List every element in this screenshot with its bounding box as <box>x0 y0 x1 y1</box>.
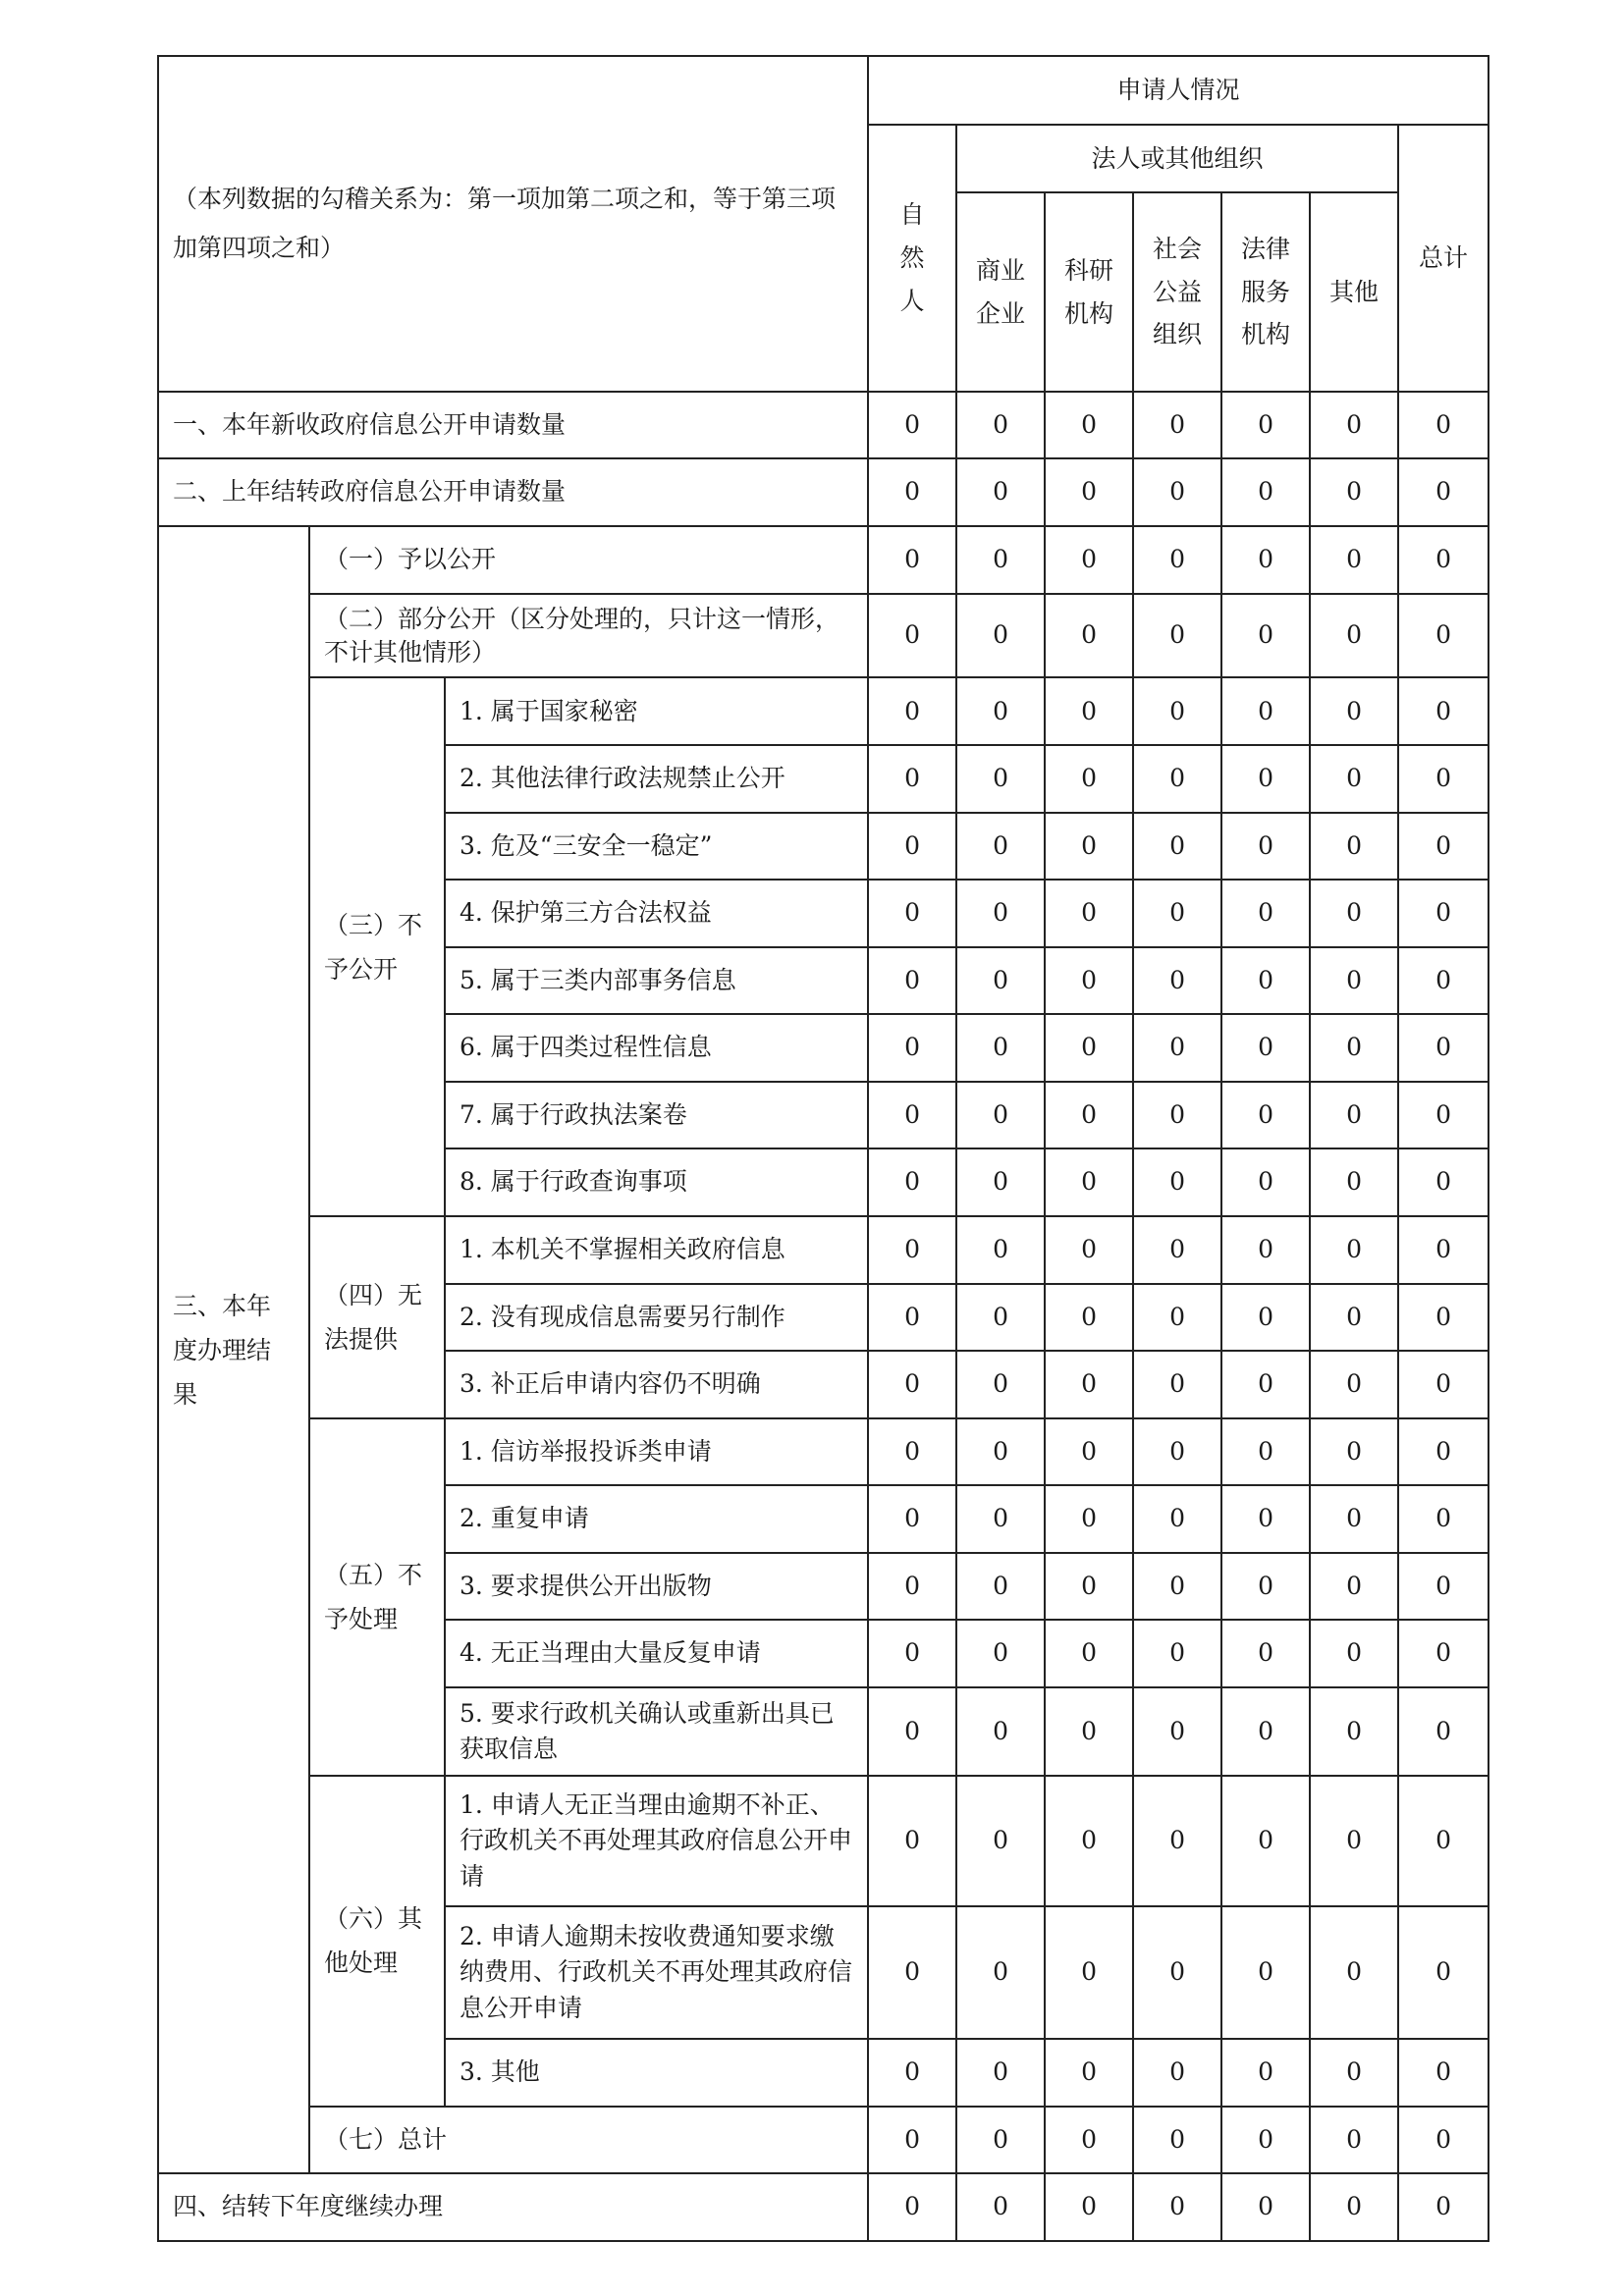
value-cell: 0 <box>1133 1284 1221 1352</box>
item-label <box>445 1082 868 1149</box>
row-label <box>309 2107 868 2174</box>
value-cell: 0 <box>1133 2173 1221 2241</box>
item-label <box>445 1485 868 1553</box>
table-row <box>158 594 1489 678</box>
value-cell: 0 <box>1398 526 1489 594</box>
value-cell: 0 <box>956 813 1045 881</box>
value-cell: 0 <box>868 1620 956 1687</box>
table-row <box>158 1418 1489 1486</box>
item-label <box>445 1284 868 1352</box>
value-cell: 0 <box>1133 1082 1221 1149</box>
value-cell: 0 <box>1221 458 1310 526</box>
value-cell: 0 <box>1398 1620 1489 1687</box>
group-label <box>309 1418 445 1776</box>
header-note-text: （本列数据的勾稽关系为：第一项加第二项之和，等于第三项加第四项之和） <box>173 184 837 262</box>
value-cell: 0 <box>868 880 956 947</box>
value-cell: 0 <box>1221 1776 1310 1906</box>
header-col-public-welfare <box>1133 192 1221 392</box>
value-cell: 0 <box>1221 1620 1310 1687</box>
value-cell: 0 <box>1133 947 1221 1015</box>
header-natural-person-text: 自然人 <box>899 200 925 315</box>
item-label <box>445 1148 868 1216</box>
item-label-text: 3. 危及“三安全一稳定” <box>460 830 713 860</box>
value-cell: 0 <box>1133 1014 1221 1082</box>
value-cell: 0 <box>1310 1687 1398 1776</box>
value-cell: 0 <box>956 1687 1045 1776</box>
value-cell: 0 <box>1045 1014 1133 1082</box>
value-cell: 0 <box>1398 813 1489 881</box>
table-row <box>158 526 1489 594</box>
item-label-text: 3. 其他 <box>460 2057 540 2087</box>
item-label-text: 2. 没有现成信息需要另行制作 <box>460 1302 785 1331</box>
value-cell: 0 <box>1310 1485 1398 1553</box>
value-cell: 0 <box>1133 594 1221 678</box>
value-cell: 0 <box>956 392 1045 459</box>
table-row <box>158 1776 1489 1906</box>
value-cell: 0 <box>1221 1284 1310 1352</box>
item-label-text: 8. 属于行政查询事项 <box>460 1167 687 1197</box>
item-label-text: 5. 属于三类内部事务信息 <box>460 965 736 994</box>
value-cell: 0 <box>1221 2039 1310 2107</box>
value-cell: 0 <box>868 2039 956 2107</box>
value-cell: 0 <box>1310 1553 1398 1621</box>
row-label <box>158 392 868 459</box>
table-row <box>158 2173 1489 2241</box>
header-col-other <box>1310 192 1398 392</box>
value-cell: 0 <box>1045 1620 1133 1687</box>
item-label-text: 1. 本机关不掌握相关政府信息 <box>460 1235 785 1264</box>
group-label <box>309 1216 445 1418</box>
value-cell: 0 <box>1398 880 1489 947</box>
value-cell: 0 <box>956 594 1045 678</box>
header-col-research-text: 科研机构 <box>1064 255 1114 328</box>
value-cell: 0 <box>1133 1351 1221 1418</box>
value-cell: 0 <box>1398 458 1489 526</box>
value-cell: 0 <box>956 526 1045 594</box>
value-cell: 0 <box>1045 1351 1133 1418</box>
value-cell: 0 <box>956 1485 1045 1553</box>
row-label-text: 四、结转下年度继续办理 <box>173 2192 444 2221</box>
item-label-text: 5. 要求行政机关确认或重新出具已获取信息 <box>460 1698 835 1763</box>
value-cell: 0 <box>1398 1148 1489 1216</box>
value-cell: 0 <box>1133 677 1221 745</box>
table-row <box>158 2107 1489 2174</box>
value-cell: 0 <box>1221 392 1310 459</box>
value-cell: 0 <box>1310 880 1398 947</box>
value-cell: 0 <box>956 2173 1045 2241</box>
group-label <box>309 677 445 1216</box>
value-cell: 0 <box>1398 947 1489 1015</box>
table-row <box>158 677 1489 745</box>
header-natural-person <box>868 125 956 392</box>
section3-label <box>158 526 309 2173</box>
value-cell: 0 <box>1045 1553 1133 1621</box>
item-label-text: 1. 属于国家秘密 <box>460 696 638 725</box>
item-label <box>445 1418 868 1486</box>
value-cell: 0 <box>868 1687 956 1776</box>
value-cell: 0 <box>956 1284 1045 1352</box>
value-cell: 0 <box>868 1906 956 2039</box>
value-cell: 0 <box>1045 1776 1133 1906</box>
row-label <box>309 594 868 678</box>
value-cell: 0 <box>956 1351 1045 1418</box>
table-row <box>158 1216 1489 1284</box>
value-cell: 0 <box>868 1418 956 1486</box>
value-cell: 0 <box>868 458 956 526</box>
item-label-text: 6. 属于四类过程性信息 <box>460 1033 712 1062</box>
value-cell: 0 <box>1398 1776 1489 1906</box>
value-cell: 0 <box>868 745 956 813</box>
value-cell: 0 <box>956 1216 1045 1284</box>
value-cell: 0 <box>1310 2107 1398 2174</box>
header-col-business <box>956 192 1045 392</box>
item-label <box>445 1620 868 1687</box>
row-label-text: （二）部分公开（区分处理的，只计这一情形，不计其他情形） <box>324 604 840 667</box>
value-cell: 0 <box>1221 1418 1310 1486</box>
header-col-public-welfare-text: 社会公益组织 <box>1153 234 1203 349</box>
value-cell: 0 <box>1310 1906 1398 2039</box>
value-cell: 0 <box>1221 1148 1310 1216</box>
value-cell: 0 <box>1310 1418 1398 1486</box>
value-cell: 0 <box>868 1776 956 1906</box>
value-cell: 0 <box>1045 2107 1133 2174</box>
item-label <box>445 1906 868 2039</box>
value-cell: 0 <box>868 392 956 459</box>
value-cell: 0 <box>1398 1485 1489 1553</box>
value-cell: 0 <box>1398 677 1489 745</box>
value-cell: 0 <box>1133 1148 1221 1216</box>
value-cell: 0 <box>1310 1082 1398 1149</box>
item-label <box>445 1687 868 1776</box>
value-cell: 0 <box>1045 2039 1133 2107</box>
value-cell: 0 <box>956 1776 1045 1906</box>
value-cell: 0 <box>1221 1906 1310 2039</box>
value-cell: 0 <box>868 1014 956 1082</box>
item-label <box>445 1351 868 1418</box>
value-cell: 0 <box>1221 526 1310 594</box>
item-label <box>445 2039 868 2107</box>
row-label-text: 一、本年新收政府信息公开申请数量 <box>173 409 567 439</box>
value-cell: 0 <box>1045 1485 1133 1553</box>
value-cell: 0 <box>1133 1776 1221 1906</box>
item-label-text: 1. 信访举报投诉类申请 <box>460 1436 712 1466</box>
group-label-text: （三）不予公开 <box>324 910 423 984</box>
value-cell: 0 <box>956 745 1045 813</box>
item-label <box>445 1216 868 1284</box>
value-cell: 0 <box>1398 1284 1489 1352</box>
value-cell: 0 <box>1398 1014 1489 1082</box>
value-cell: 0 <box>1045 813 1133 881</box>
item-label <box>445 1014 868 1082</box>
value-cell: 0 <box>1310 1216 1398 1284</box>
value-cell: 0 <box>1133 1906 1221 2039</box>
value-cell: 0 <box>1133 745 1221 813</box>
item-label <box>445 1776 868 1906</box>
value-cell: 0 <box>1133 458 1221 526</box>
value-cell: 0 <box>956 947 1045 1015</box>
row-label-text: （七）总计 <box>324 2124 448 2154</box>
value-cell: 0 <box>1310 1351 1398 1418</box>
header-note <box>158 56 868 392</box>
table-row <box>158 392 1489 459</box>
value-cell: 0 <box>1045 1687 1133 1776</box>
value-cell: 0 <box>1133 1687 1221 1776</box>
value-cell: 0 <box>1310 458 1398 526</box>
value-cell: 0 <box>956 1148 1045 1216</box>
value-cell: 0 <box>1310 1148 1398 1216</box>
value-cell: 0 <box>956 677 1045 745</box>
value-cell: 0 <box>1221 594 1310 678</box>
value-cell: 0 <box>1221 1485 1310 1553</box>
value-cell: 0 <box>1221 745 1310 813</box>
value-cell: 0 <box>1045 392 1133 459</box>
value-cell: 0 <box>868 813 956 881</box>
item-label-text: 7. 属于行政执法案卷 <box>460 1099 687 1129</box>
value-cell: 0 <box>1221 1014 1310 1082</box>
value-cell: 0 <box>1133 2107 1221 2174</box>
value-cell: 0 <box>956 2107 1045 2174</box>
value-cell: 0 <box>1398 2173 1489 2241</box>
header-col-research <box>1045 192 1133 392</box>
value-cell: 0 <box>1221 1687 1310 1776</box>
value-cell: 0 <box>1221 1216 1310 1284</box>
item-label-text: 2. 其他法律行政法规禁止公开 <box>460 764 785 793</box>
header-col-legal-service <box>1221 192 1310 392</box>
value-cell: 0 <box>1045 1216 1133 1284</box>
value-cell: 0 <box>1398 1906 1489 2039</box>
value-cell: 0 <box>868 677 956 745</box>
value-cell: 0 <box>1398 1351 1489 1418</box>
value-cell: 0 <box>1398 594 1489 678</box>
value-cell: 0 <box>868 1485 956 1553</box>
item-label <box>445 880 868 947</box>
group-label <box>309 1776 445 2107</box>
header-total: 总计 <box>1398 125 1489 392</box>
value-cell: 0 <box>956 1620 1045 1687</box>
value-cell: 0 <box>1398 2107 1489 2174</box>
item-label-text: 4. 无正当理由大量反复申请 <box>460 1638 761 1668</box>
header-legal-person-group: 法人或其他组织 <box>956 125 1398 193</box>
item-label-text: 2. 重复申请 <box>460 1504 589 1533</box>
item-label <box>445 813 868 881</box>
section3-label-text: 三、本年度办理结果 <box>173 1291 272 1409</box>
group-label-text: （五）不予处理 <box>324 1560 423 1633</box>
value-cell: 0 <box>1310 1776 1398 1906</box>
value-cell: 0 <box>1310 1014 1398 1082</box>
value-cell: 0 <box>1221 880 1310 947</box>
value-cell: 0 <box>1045 2173 1133 2241</box>
value-cell: 0 <box>1221 947 1310 1015</box>
value-cell: 0 <box>868 1351 956 1418</box>
item-label <box>445 947 868 1015</box>
value-cell: 0 <box>1398 1082 1489 1149</box>
value-cell: 0 <box>1045 677 1133 745</box>
value-cell: 0 <box>1310 677 1398 745</box>
value-cell: 0 <box>868 1553 956 1621</box>
value-cell: 0 <box>1221 1351 1310 1418</box>
row-label-text: 二、上年结转政府信息公开申请数量 <box>173 477 567 507</box>
value-cell: 0 <box>1398 745 1489 813</box>
value-cell: 0 <box>956 2039 1045 2107</box>
value-cell: 0 <box>1133 1485 1221 1553</box>
header-col-other-text: 其他 <box>1329 277 1380 306</box>
header-col-legal-service-text: 法律服务机构 <box>1241 234 1291 349</box>
header-col-business-text: 商业企业 <box>976 255 1026 328</box>
value-cell: 0 <box>1045 1418 1133 1486</box>
value-cell: 0 <box>1310 745 1398 813</box>
value-cell: 0 <box>1045 1148 1133 1216</box>
value-cell: 0 <box>1310 1284 1398 1352</box>
value-cell: 0 <box>1221 2173 1310 2241</box>
item-label-text: 3. 补正后申请内容仍不明确 <box>460 1369 761 1399</box>
value-cell: 0 <box>1045 526 1133 594</box>
item-label <box>445 677 868 745</box>
value-cell: 0 <box>1310 813 1398 881</box>
value-cell: 0 <box>1045 458 1133 526</box>
disclosure-table <box>157 55 1489 2242</box>
header-applicant-situation: 申请人情况 <box>868 56 1489 125</box>
value-cell: 0 <box>1310 2173 1398 2241</box>
value-cell: 0 <box>1045 594 1133 678</box>
item-label-text: 3. 要求提供公开出版物 <box>460 1571 712 1600</box>
value-cell: 0 <box>1133 1216 1221 1284</box>
value-cell: 0 <box>1133 813 1221 881</box>
value-cell: 0 <box>1310 594 1398 678</box>
row-label-text: （一）予以公开 <box>324 544 497 573</box>
value-cell: 0 <box>1310 1620 1398 1687</box>
row-label <box>158 458 868 526</box>
value-cell: 0 <box>868 1284 956 1352</box>
value-cell: 0 <box>956 1553 1045 1621</box>
group-label-text: （六）其他处理 <box>324 1904 423 1978</box>
value-cell: 0 <box>1398 1216 1489 1284</box>
value-cell: 0 <box>1045 1284 1133 1352</box>
value-cell: 0 <box>956 1082 1045 1149</box>
value-cell: 0 <box>1045 745 1133 813</box>
value-cell: 0 <box>1133 1553 1221 1621</box>
value-cell: 0 <box>1045 1906 1133 2039</box>
item-label <box>445 745 868 813</box>
value-cell: 0 <box>1133 2039 1221 2107</box>
value-cell: 0 <box>868 1148 956 1216</box>
value-cell: 0 <box>868 526 956 594</box>
value-cell: 0 <box>868 594 956 678</box>
row-label <box>309 526 868 594</box>
group-label-text: （四）无法提供 <box>324 1280 423 1354</box>
value-cell: 0 <box>1398 1553 1489 1621</box>
value-cell: 0 <box>868 1082 956 1149</box>
value-cell: 0 <box>1221 813 1310 881</box>
item-label-text: 1. 申请人无正当理由逾期不补正、行政机关不再处理其政府信息公开申请 <box>460 1790 853 1891</box>
value-cell: 0 <box>1221 2107 1310 2174</box>
value-cell: 0 <box>868 2107 956 2174</box>
item-label-text: 4. 保护第三方合法权益 <box>460 898 712 928</box>
item-label <box>445 1553 868 1621</box>
value-cell: 0 <box>1398 392 1489 459</box>
value-cell: 0 <box>1221 1553 1310 1621</box>
value-cell: 0 <box>1310 392 1398 459</box>
value-cell: 0 <box>1045 947 1133 1015</box>
value-cell: 0 <box>868 2173 956 2241</box>
value-cell: 0 <box>1045 880 1133 947</box>
value-cell: 0 <box>1133 392 1221 459</box>
value-cell: 0 <box>956 880 1045 947</box>
value-cell: 0 <box>1310 526 1398 594</box>
value-cell: 0 <box>868 1216 956 1284</box>
value-cell: 0 <box>956 1014 1045 1082</box>
value-cell: 0 <box>1133 1620 1221 1687</box>
row-label <box>158 2173 868 2241</box>
value-cell: 0 <box>1398 1418 1489 1486</box>
value-cell: 0 <box>1133 1418 1221 1486</box>
value-cell: 0 <box>956 1906 1045 2039</box>
value-cell: 0 <box>1398 2039 1489 2107</box>
table-row <box>158 458 1489 526</box>
value-cell: 0 <box>1221 1082 1310 1149</box>
value-cell: 0 <box>1398 1687 1489 1776</box>
value-cell: 0 <box>1310 947 1398 1015</box>
value-cell: 0 <box>868 947 956 1015</box>
value-cell: 0 <box>1045 1082 1133 1149</box>
value-cell: 0 <box>1310 2039 1398 2107</box>
value-cell: 0 <box>1221 677 1310 745</box>
value-cell: 0 <box>956 458 1045 526</box>
value-cell: 0 <box>1133 526 1221 594</box>
value-cell: 0 <box>956 1418 1045 1486</box>
value-cell: 0 <box>1133 880 1221 947</box>
item-label-text: 2. 申请人逾期未按收费通知要求缴纳费用、行政机关不再处理其政府信息公开申请 <box>460 1922 853 2022</box>
